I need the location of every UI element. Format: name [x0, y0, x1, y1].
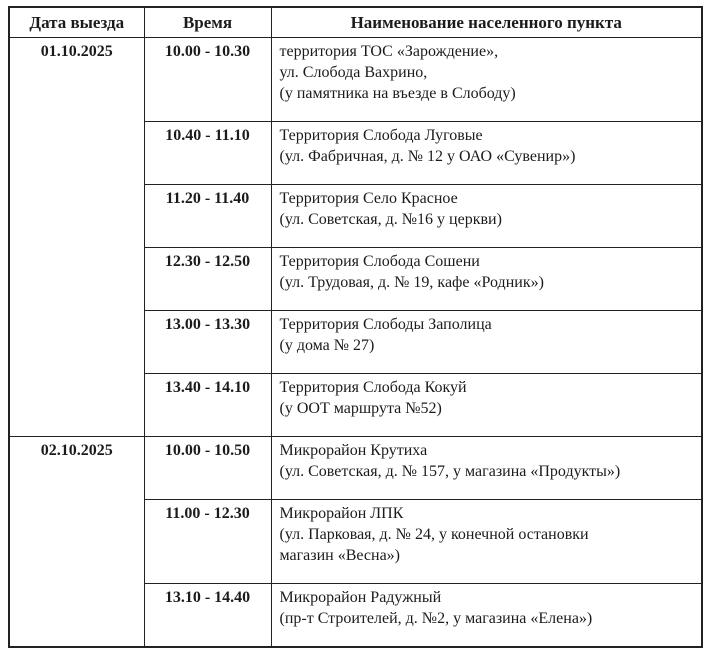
settlement-location-cell [271, 437, 702, 500]
departure-date-cell: 02.10.2025 [9, 437, 144, 648]
header-departure-date: Дата выезда [9, 7, 144, 38]
time-range-cell: 10.00 - 10.50 [144, 437, 271, 500]
time-range-cell: 12.30 - 12.50 [144, 248, 271, 311]
schedule-row [9, 437, 702, 500]
header-settlement-name: Наименование населенного пункта [271, 7, 702, 38]
settlement-location-cell [271, 185, 702, 248]
time-range-cell: 11.20 - 11.40 [144, 185, 271, 248]
settlement-location-cell [271, 311, 702, 374]
time-range-cell: 13.10 - 14.40 [144, 584, 271, 648]
location-line: (ул. Советская, д. №16 у церкви) [279, 211, 502, 228]
location-line: (ул. Трудовая, д. № 19, кафе «Родник») [279, 274, 544, 291]
location-line: (ул. Парковая, д. № 24, у конечной остановки [279, 526, 589, 543]
location-line: Территория Слобода Луговые [279, 127, 483, 144]
location-line: (у памятника на въезде в Слободу) [279, 85, 516, 102]
header-row [9, 7, 702, 38]
schedule-table-body [9, 38, 702, 648]
time-range-cell: 13.00 - 13.30 [144, 311, 271, 374]
location-line: (ул. Советская, д. № 157, у магазина «Продукты») [279, 463, 621, 480]
time-range-cell: 10.00 - 10.30 [144, 38, 271, 122]
location-line: магазин «Весна») [279, 547, 400, 564]
time-range-cell: 11.00 - 12.30 [144, 500, 271, 584]
settlement-location-cell [271, 38, 702, 122]
location-line: Территория Слободы Заполица [279, 316, 492, 333]
location-line: Микрорайон Радужный [279, 589, 442, 606]
time-range-cell: 10.40 - 11.10 [144, 122, 271, 185]
location-line: Территория Слобода Кокуй [279, 379, 467, 396]
location-line: (пр-т Строителей, д. №2, у магазина «Елена») [279, 610, 593, 627]
schedule-row [9, 38, 702, 122]
location-line: Микрорайон ЛПК [279, 505, 404, 522]
location-line: Территория Слобода Сошени [279, 253, 480, 270]
settlement-location-cell [271, 584, 702, 648]
header-time: Время [144, 7, 271, 38]
location-line: (ул. Фабричная, д. № 12 у ОАО «Сувенир») [279, 148, 576, 165]
settlement-location-cell [271, 248, 702, 311]
location-line: (у дома № 27) [279, 337, 375, 354]
location-line: Территория Село Красное [279, 190, 458, 207]
time-range-cell: 13.40 - 14.10 [144, 374, 271, 437]
location-line: Микрорайон Крутиха [279, 442, 428, 459]
location-line: (у ООТ маршрута №52) [279, 400, 442, 417]
location-line: ул. Слобода Вахрино, [279, 64, 428, 81]
departure-date-cell: 01.10.2025 [9, 38, 144, 437]
location-line: территория ТОС «Зарождение», [279, 43, 499, 60]
departure-schedule-table [8, 6, 703, 648]
settlement-location-cell [271, 500, 702, 584]
settlement-location-cell [271, 122, 702, 185]
settlement-location-cell [271, 374, 702, 437]
